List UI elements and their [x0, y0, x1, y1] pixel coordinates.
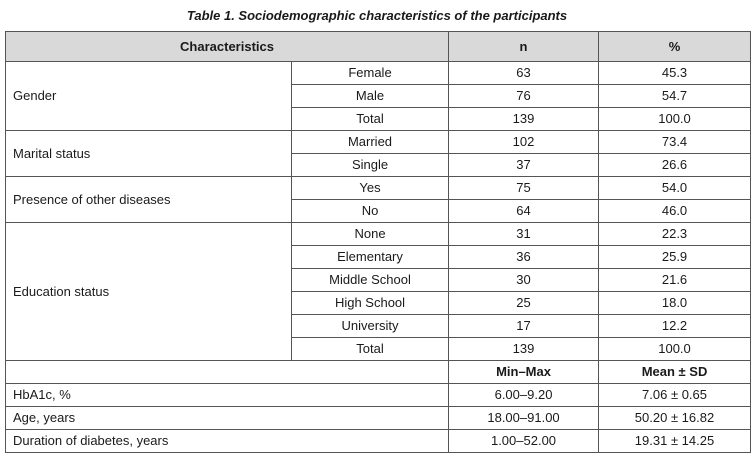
minmax-cell: 1.00–52.00	[449, 430, 599, 453]
n-cell: 25	[449, 292, 599, 315]
group-label: Marital status	[6, 131, 292, 177]
header-percent: %	[599, 32, 751, 62]
header-minmax: Min–Max	[449, 361, 599, 384]
variable-label: Age, years	[6, 407, 449, 430]
n-cell: 17	[449, 315, 599, 338]
table-row	[6, 131, 751, 154]
blank-cell	[6, 361, 449, 384]
n-cell: 30	[449, 269, 599, 292]
pct-cell: 22.3	[599, 223, 751, 246]
meansd-cell: 7.06 ± 0.65	[599, 384, 751, 407]
header-row	[6, 32, 751, 62]
header-meansd: Mean ± SD	[599, 361, 751, 384]
pct-cell: 45.3	[599, 62, 751, 85]
pct-cell: 46.0	[599, 200, 751, 223]
n-cell: 139	[449, 108, 599, 131]
pct-cell: 100.0	[599, 338, 751, 361]
pct-cell: 21.6	[599, 269, 751, 292]
header-n: n	[449, 32, 599, 62]
sub-label: Male	[292, 85, 449, 108]
pct-cell: 12.2	[599, 315, 751, 338]
table-row	[6, 384, 751, 407]
minmax-cell: 6.00–9.20	[449, 384, 599, 407]
minmax-cell: 18.00–91.00	[449, 407, 599, 430]
sub-label: High School	[292, 292, 449, 315]
pct-cell: 54.0	[599, 177, 751, 200]
table-row	[6, 407, 751, 430]
variable-label: HbA1c, %	[6, 384, 449, 407]
table-row	[6, 223, 751, 246]
table-caption: Table 1. Sociodemographic characteristics of the participants	[186, 8, 568, 23]
sub-label: Elementary	[292, 246, 449, 269]
pct-cell: 100.0	[599, 108, 751, 131]
n-cell: 37	[449, 154, 599, 177]
sub-label: Single	[292, 154, 449, 177]
n-cell: 64	[449, 200, 599, 223]
table-row	[6, 62, 751, 85]
n-cell: 63	[449, 62, 599, 85]
n-cell: 75	[449, 177, 599, 200]
sub-label: None	[292, 223, 449, 246]
sub-label: Married	[292, 131, 449, 154]
pct-cell: 26.6	[599, 154, 751, 177]
variable-label: Duration of diabetes, years	[6, 430, 449, 453]
table-row	[6, 430, 751, 453]
sub-label: Total	[292, 338, 449, 361]
n-cell: 31	[449, 223, 599, 246]
pct-cell: 18.0	[599, 292, 751, 315]
n-cell: 139	[449, 338, 599, 361]
pct-cell: 25.9	[599, 246, 751, 269]
sub-label: Total	[292, 108, 449, 131]
sub-label: University	[292, 315, 449, 338]
sociodemographic-table	[5, 31, 751, 453]
group-label: Presence of other diseases	[6, 177, 292, 223]
meansd-cell: 50.20 ± 16.82	[599, 407, 751, 430]
meansd-cell: 19.31 ± 14.25	[599, 430, 751, 453]
sub-label: No	[292, 200, 449, 223]
group-label: Gender	[6, 62, 292, 131]
sub-label: Female	[292, 62, 449, 85]
group-label: Education status	[6, 223, 292, 361]
table-row	[6, 177, 751, 200]
sub-label: Yes	[292, 177, 449, 200]
sub-label: Middle School	[292, 269, 449, 292]
n-cell: 102	[449, 131, 599, 154]
pct-cell: 73.4	[599, 131, 751, 154]
continuous-header-row	[6, 361, 751, 384]
n-cell: 76	[449, 85, 599, 108]
n-cell: 36	[449, 246, 599, 269]
header-characteristics: Characteristics	[6, 32, 449, 62]
pct-cell: 54.7	[599, 85, 751, 108]
